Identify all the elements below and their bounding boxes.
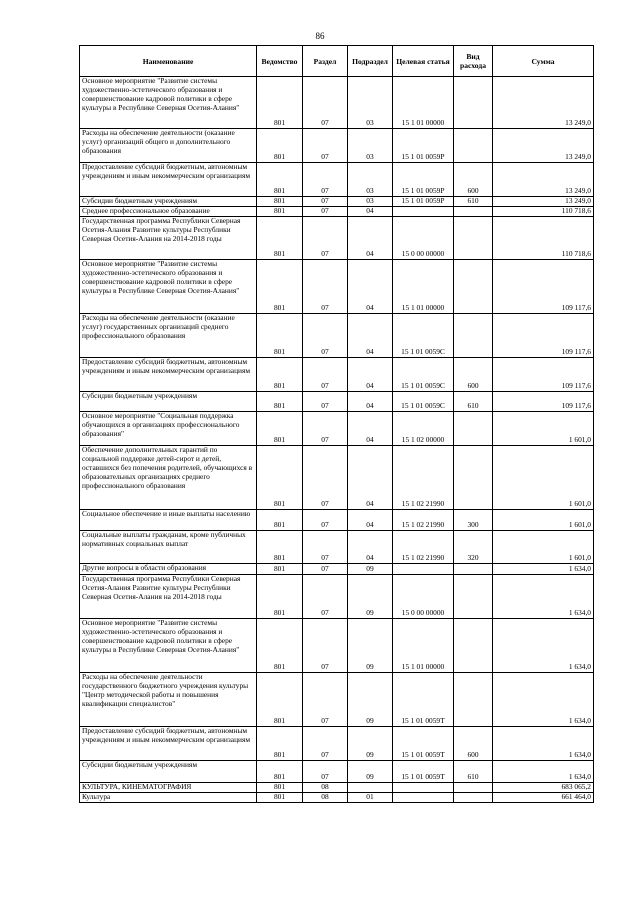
row-exp-type [454,793,493,803]
row-target [393,207,454,217]
row-dept: 801 [257,727,303,761]
row-name: КУЛЬТУРА, КИНЕМАТОГРАФИЯ [80,783,257,793]
row-dept: 801 [257,129,303,163]
row-subsection: 04 [348,412,393,446]
row-name: Другие вопросы в области образования [80,564,257,575]
row-section: 07 [303,217,348,260]
row-dept: 801 [257,761,303,783]
row-sum: 13 249,0 [493,77,594,129]
row-section: 08 [303,783,348,793]
row-section: 07 [303,260,348,314]
row-sum: 1 634,0 [493,575,594,619]
row-exp-type [454,619,493,673]
row-dept: 801 [257,412,303,446]
row-section: 07 [303,358,348,392]
row-name: Расходы на обеспечение деятельности (оказание услуг) государственных организаций среднего профессионального образования [80,314,257,358]
row-subsection: 09 [348,564,393,575]
row-exp-type [454,129,493,163]
row-sum: 1 601,0 [493,446,594,510]
row-dept: 801 [257,207,303,217]
row-subsection: 04 [348,358,393,392]
row-name: Основное мероприятие "Развитие системы художественно-эстетического образования и совершенствование кадровой политики в сфере культуры в Республике Северная Осетия-Алания" [80,260,257,314]
row-exp-type [454,412,493,446]
row-name: Основное мероприятие "Развитие системы художественно-эстетического образования и совершенствование кадровой политики в сфере культуры в Республике Северная Осетия-Алания" [80,77,257,129]
row-target: 15 1 02 00000 [393,412,454,446]
row-subsection: 04 [348,446,393,510]
row-dept: 801 [257,314,303,358]
row-section: 07 [303,412,348,446]
row-name: Государственная программа Республики Северная Осетия-Алания Развитие культуры Республики Северная Осетия-Алания на 2014-2018 годы [80,217,257,260]
row-target: 15 1 01 0059С [393,392,454,412]
budget-table [79,45,594,803]
table-row [80,619,594,673]
row-sum: 13 249,0 [493,129,594,163]
table-row [80,217,594,260]
row-subsection: 04 [348,260,393,314]
row-name: Предоставление субсидий бюджетным, автономным учреждениям и иным некоммерческим организациям [80,163,257,197]
table-row [80,129,594,163]
row-target: 15 1 01 00000 [393,77,454,129]
row-name: Социальное обеспечение и иные выплаты населению [80,510,257,531]
row-subsection: 04 [348,217,393,260]
row-sum: 661 464,0 [493,793,594,803]
row-target: 15 1 01 0059Т [393,673,454,727]
table-row [80,761,594,783]
header-dept: Ведомство [257,46,303,77]
header-target: Целевая статья [393,46,454,77]
row-target: 15 1 02 21990 [393,446,454,510]
row-exp-type [454,673,493,727]
row-section: 07 [303,727,348,761]
row-exp-type [454,260,493,314]
row-sum: 683 065,2 [493,783,594,793]
row-dept: 801 [257,163,303,197]
row-dept: 801 [257,392,303,412]
row-dept: 801 [257,197,303,207]
row-dept: 801 [257,575,303,619]
row-target: 15 1 01 00000 [393,619,454,673]
row-subsection: 09 [348,619,393,673]
row-subsection: 03 [348,129,393,163]
row-sum: 1 634,0 [493,619,594,673]
row-exp-type: 300 [454,510,493,531]
row-target: 15 1 01 0059С [393,358,454,392]
table-row [80,392,594,412]
row-sum: 109 117,6 [493,314,594,358]
table-row [80,77,594,129]
row-subsection: 09 [348,727,393,761]
row-name: Расходы на обеспечение деятельности (оказание услуг) организаций общего и дополнительного образования [80,129,257,163]
row-sum: 109 117,6 [493,392,594,412]
row-subsection: 01 [348,793,393,803]
row-sum: 13 249,0 [493,163,594,197]
row-subsection: 04 [348,510,393,531]
row-section: 07 [303,761,348,783]
row-name: Обеспечение дополнительных гарантий по социальной поддержке детей-сирот и детей, оставшихся без попечения родителей, обучающихся в образовательных организациях среднего профессионального образования [80,446,257,510]
row-section: 07 [303,77,348,129]
row-name: Субсидии бюджетным учреждениям [80,761,257,783]
row-name: Расходы на обеспечение деятельности государственного бюджетного учреждения культуры "Центр методической работы и повышения квалификации специалистов" [80,673,257,727]
row-section: 07 [303,673,348,727]
row-target: 15 1 02 21990 [393,531,454,564]
row-subsection: 03 [348,77,393,129]
row-dept: 801 [257,358,303,392]
table-row [80,575,594,619]
table-row [80,510,594,531]
row-name: Субсидии бюджетным учреждениям [80,392,257,412]
table-row [80,564,594,575]
row-target: 15 1 01 0059Р [393,163,454,197]
row-target: 15 0 00 00000 [393,575,454,619]
row-section: 07 [303,619,348,673]
table-row [80,783,594,793]
row-exp-type: 600 [454,163,493,197]
row-exp-type [454,783,493,793]
header-subsection: Подраздел [348,46,393,77]
row-sum: 1 601,0 [493,510,594,531]
table-row [80,207,594,217]
row-dept: 801 [257,783,303,793]
row-sum: 110 718,6 [493,207,594,217]
row-name: Предоставление субсидий бюджетным, автономным учреждениям и иным некоммерческим организациям [80,727,257,761]
row-subsection [348,783,393,793]
row-sum: 1 601,0 [493,531,594,564]
row-sum: 109 117,6 [493,358,594,392]
row-target [393,564,454,575]
row-section: 07 [303,197,348,207]
table-row [80,197,594,207]
row-exp-type [454,564,493,575]
row-sum: 1 634,0 [493,727,594,761]
table-row [80,358,594,392]
row-exp-type: 610 [454,197,493,207]
row-exp-type [454,575,493,619]
table-row [80,531,594,564]
row-subsection: 04 [348,207,393,217]
row-sum: 110 718,6 [493,217,594,260]
row-target: 15 1 01 0059Р [393,129,454,163]
row-target [393,793,454,803]
header-row [80,46,594,77]
row-exp-type: 610 [454,392,493,412]
row-target: 15 1 01 0059Р [393,197,454,207]
row-section: 07 [303,446,348,510]
row-section: 07 [303,207,348,217]
row-target: 15 0 00 00000 [393,217,454,260]
table-row [80,314,594,358]
row-dept: 801 [257,260,303,314]
row-section: 07 [303,575,348,619]
row-exp-type: 610 [454,761,493,783]
row-sum: 1 601,0 [493,412,594,446]
row-dept: 801 [257,77,303,129]
row-sum: 1 634,0 [493,564,594,575]
row-subsection: 04 [348,392,393,412]
row-exp-type [454,207,493,217]
row-name: Государственная программа Республики Северная Осетия-Алания Развитие культуры Республики Северная Осетия-Алания на 2014-2018 годы [80,575,257,619]
header-sum: Сумма [493,46,594,77]
header-name: Наименование [80,46,257,77]
row-exp-type: 600 [454,727,493,761]
table-row [80,446,594,510]
row-subsection: 04 [348,314,393,358]
table-row [80,260,594,314]
row-name: Субсидии бюджетным учреждениям [80,197,257,207]
row-section: 08 [303,793,348,803]
table-row [80,163,594,197]
row-dept: 801 [257,510,303,531]
row-dept: 801 [257,564,303,575]
header-exp-type: Вид расхода [454,46,493,77]
row-section: 07 [303,163,348,197]
row-sum: 109 117,6 [493,260,594,314]
row-target: 15 1 01 0059С [393,314,454,358]
row-subsection: 09 [348,575,393,619]
row-dept: 801 [257,619,303,673]
row-exp-type: 600 [454,358,493,392]
row-name: Предоставление субсидий бюджетным, автономным учреждениям и иным некоммерческим организациям [80,358,257,392]
row-name: Основное мероприятие "Социальная поддержка обучающихся в организациях профессионального образования" [80,412,257,446]
row-subsection: 09 [348,761,393,783]
row-exp-type [454,77,493,129]
row-subsection: 04 [348,531,393,564]
row-subsection: 03 [348,197,393,207]
row-name: Основное мероприятие "Развитие системы художественно-эстетического образования и совершенствование кадровой политики в сфере культуры в Республике Северная Осетия-Алания" [80,619,257,673]
row-section: 07 [303,314,348,358]
row-exp-type [454,314,493,358]
row-sum: 1 634,0 [493,673,594,727]
header-section: Раздел [303,46,348,77]
row-target: 15 1 01 00000 [393,260,454,314]
row-dept: 801 [257,446,303,510]
row-section: 07 [303,392,348,412]
row-name: Социальные выплаты гражданам, кроме публичных нормативных социальных выплат [80,531,257,564]
page-number: 86 [315,31,325,41]
row-sum: 13 249,0 [493,197,594,207]
row-target: 15 1 02 21990 [393,510,454,531]
row-sum: 1 634,0 [493,761,594,783]
row-section: 07 [303,510,348,531]
row-section: 07 [303,531,348,564]
row-dept: 801 [257,217,303,260]
row-subsection: 03 [348,163,393,197]
row-dept: 801 [257,531,303,564]
row-subsection: 09 [348,673,393,727]
table-row [80,727,594,761]
table-row [80,673,594,727]
row-name: Культура [80,793,257,803]
row-name: Среднее профессиональное образование [80,207,257,217]
table-row [80,793,594,803]
row-section: 07 [303,564,348,575]
row-exp-type: 320 [454,531,493,564]
row-exp-type [454,446,493,510]
row-section: 07 [303,129,348,163]
row-dept: 801 [257,673,303,727]
table-row [80,412,594,446]
row-dept: 801 [257,793,303,803]
row-target: 15 1 01 0059Т [393,761,454,783]
row-exp-type [454,217,493,260]
row-target: 15 1 01 0059Т [393,727,454,761]
row-target [393,783,454,793]
